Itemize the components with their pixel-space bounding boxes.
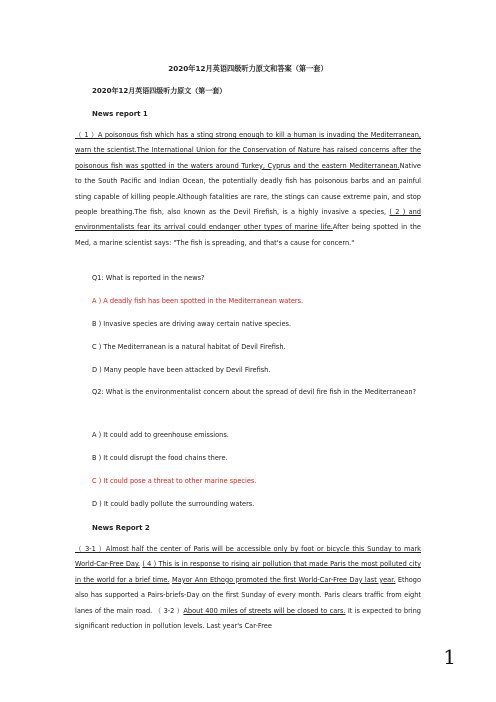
- q1-question: Q1: What is reported in the news?: [92, 274, 205, 282]
- q2-option-c-correct: C ) It could pose a threat to other marine species.: [92, 477, 257, 485]
- q2-option-b: B ) It could disrupt the food chains there.: [92, 454, 228, 462]
- page-number: 1: [443, 645, 456, 669]
- q1-option-c: C ) The Mediterranean is a natural habitat of Devil Firefish.: [92, 343, 286, 351]
- report2-segment-underlined-2: ( 4 ) This is in response to rising air pollution that made Paris the most polluted city in the world for a brief time.: [75, 560, 421, 584]
- report2-segment-underlined-1: （ 3-1 ）Almost half the center of Paris will be accessible only by foot or bicycle this Sunday to mark World-Car-Free Day.: [75, 545, 421, 569]
- q1-option-b: B ) Invasive species are driving away certain native species.: [92, 320, 292, 328]
- report2-heading: News Report 2: [92, 524, 150, 532]
- report2-segment-4: Ethogo also has supported a Pairs-briefs-Day on the first Sunday of every month. Paris clears traffic from eight lanes of the main road. （ 3-2 ）: [75, 575, 422, 615]
- report1-segment-2: Native to the South Pacific and Indian Ocean, the potentially deadly fish has poisonous barbs and an painful sting capable of killing people.Although fatalities are rare, the stings can cause extreme pain, and stop people breathing.The fish, also known as the Devil Firefish, is a highly invasive a species,: [75, 161, 421, 217]
- report2-paragraph: [75, 542, 421, 634]
- report1-segment-underlined-1: （ 1 ）A poisonous fish which has a sting strong enough to kill a human is invading the Mediterranean, warn the scientist.The International Union for the Conservation of Nature has raised concerns after the poisonous fish was spotted in the waters around Turkey, Cyprus and the eastern Mediterranean.: [75, 131, 421, 170]
- document-title: 2020年12月英语四级听力原文和答案（第一套）: [168, 64, 328, 73]
- q1-option-a-correct: A ) A deadly fish has been spotted in the Mediterranean waters.: [92, 297, 304, 305]
- q2-question: Q2: What is the environmentalist concern about the spread of devil fire fish in the Mediterranean?: [92, 388, 417, 396]
- document-subtitle: 2020年12月英语四级听力原文（第一套）: [92, 87, 227, 95]
- report1-paragraph: [75, 128, 421, 251]
- report2-segment-underlined-5: About 400 miles of streets will be closed to cars.: [183, 606, 346, 615]
- report1-heading: News report 1: [92, 110, 148, 118]
- report1-segment-underlined-3: ( 2 ) and environmentalists fear its arrival could endanger other types of marine life.: [75, 208, 421, 232]
- report2-segment-6: It is expected to bring significant reduction in pollution levels. Last year's Car-Free: [75, 606, 421, 631]
- report2-segment-underlined-3: Mayor Ann Ethogo promoted the first World-Car-Free Day last year.: [171, 575, 396, 584]
- report1-segment-4: After being spotted in the Med, a marine scientist says: "The fish is spreading, and that's a cause for concern.": [75, 223, 421, 247]
- q2-option-d: D ) It could badly pollute the surrounding waters.: [92, 500, 255, 508]
- q1-option-d: D ) Many people have been attacked by Devil Firefish.: [92, 366, 271, 374]
- q2-option-a: A ) It could add to greenhouse emissions.: [92, 431, 229, 439]
